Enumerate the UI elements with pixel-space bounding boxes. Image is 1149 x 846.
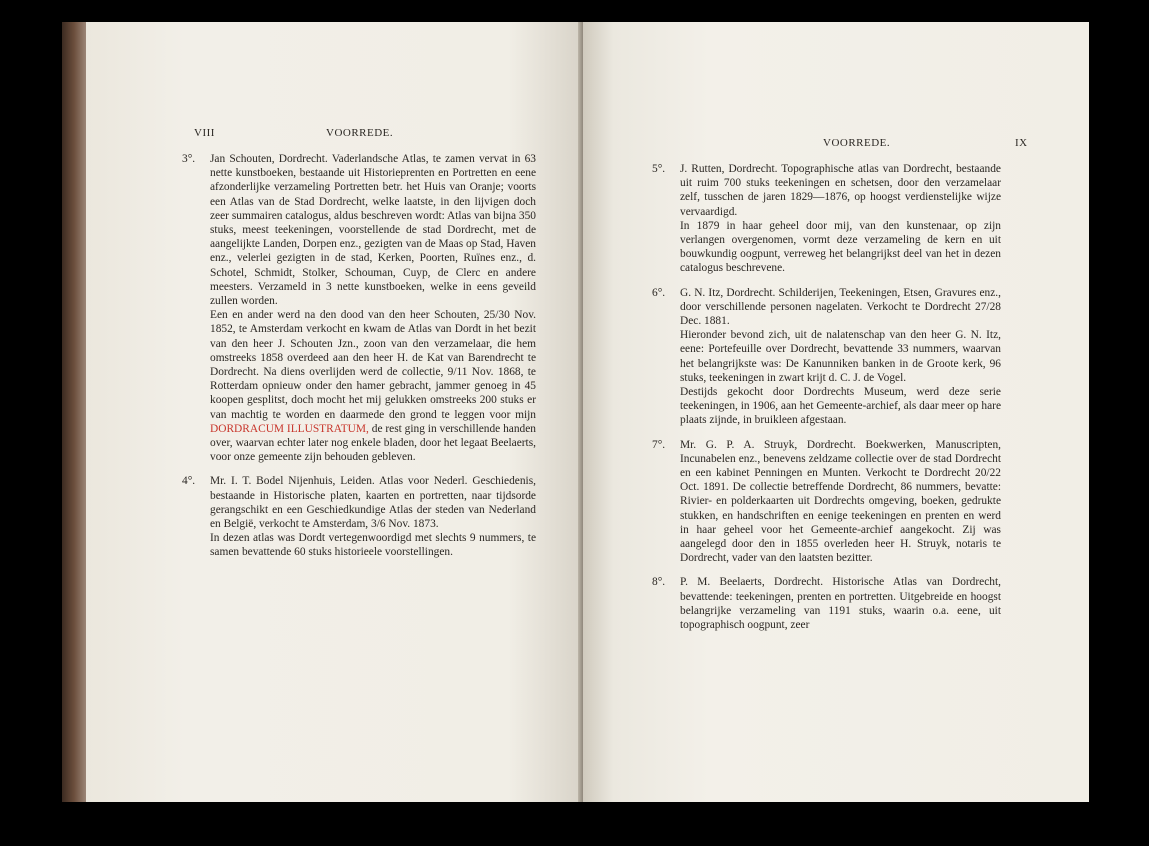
- entry-text: Hieronder bevond zich, uit de nalatenschap van den heer G. N. Itz, eene: Portefeuille over Dordrecht, bevattende 33 nummers, waarvan het belangrijkste was: De Kanunniken banken in de Groote kerk, 96 stuks, teekeningen in zwart krijt d. C. J. de Vogel.: [680, 329, 1001, 384]
- left-text-block: [182, 152, 536, 570]
- entry-number: 8°.: [652, 576, 666, 589]
- right-page: [583, 22, 1089, 802]
- book-cover-edge: [62, 22, 86, 802]
- left-page-number: VIII: [194, 127, 215, 139]
- entry-7: [652, 438, 1001, 566]
- right-text-block: [652, 162, 1001, 642]
- entry-5: [652, 162, 1001, 276]
- highlighted-title: DORDRACUM ILLUSTRATUM,: [210, 422, 369, 435]
- left-page: [86, 22, 583, 802]
- entry-text: Jan Schouten, Dordrecht. Vaderlandsche Atlas, te zamen vervat in 63 nette kunstboeken, bestaande uit Historieprenten en Portretten en eene afzonderlijke verzameling Portretten betr. het Huis van Oranje; voorts een Atlas van de Stad Dordrecht, welke laatste, in den lijvigen doch zeer summairen catalogus, aldus beschreven wordt: Atlas van bijna 350 stuks, meest teekeningen, voorstellende de stad Dordrecht, met de aangelijkte Landen, Dorpen enz., gezigten van de Maas op Stad, Haven enz., velerlei gezigten in de stad, Kerken, Poorten, Ruïnes enz., d. Schotel, Schmidt, Stolker, Schouman, Cuyp, de Clerc en andere meesters. Verzameld in 3 nette kunstboeken, welke in eens geveild zullen worden.: [210, 153, 536, 308]
- entry-text: G. N. Itz, Dordrecht. Schilderijen, Teekeningen, Etsen, Gravures enz., door verschillende personen nagelaten. Verkocht te Dordrecht 27/28 Dec. 1881.: [680, 286, 1001, 328]
- entry-text: In dezen atlas was Dordt vertegenwoordigd met slechts 9 nummers, te samen bevattende 60 stuks historieele voorstellingen.: [210, 532, 536, 559]
- right-page-number: IX: [1015, 137, 1028, 149]
- entry-text: J. Rutten, Dordrecht. Topographische atlas van Dordrecht, bestaande uit ruim 700 stuks teekeningen en schetsen, door den verzamelaar zelf, tusschen de jaren 1829—1876, op hoogst verdienstelijke wijze vervaardigd.: [680, 163, 1001, 218]
- entry-text: Mr. I. T. Bodel Nijenhuis, Leiden. Atlas voor Nederl. Geschiedenis, bestaande in Historische platen, kaarten en portretten, naar tijdsorde gerangschikt en een Geschiedkundige Atlas der steden van Nederland en België, verkocht te Amsterdam, 3/6 Nov. 1873.: [210, 475, 536, 531]
- entry-6: [652, 286, 1001, 428]
- entry-number: 3°.: [182, 153, 196, 165]
- entry-number: 6°.: [652, 286, 666, 299]
- right-running-head: VOORREDE.: [823, 137, 891, 149]
- entry-4: [182, 474, 536, 559]
- entry-text: Een en ander werd na den dood van den heer Schouten, 25/30 Nov. 1852, te Amsterdam verkocht en kwam de Atlas van Dordt in het bezit van den heer J. Schouten Jzn., zoon van den verzamelaar, die hem omstreeks 1858 overdeed aan den heer H. de Kat van Barendrecht te Dordrecht. Na diens overlijden werd de collectie, 9/11 Nov. 1868, te Rotterdam opnieuw onder den hamer gebracht, jammer genoeg in 45 koopen gesplitst, doch mocht het mij gelukken omstreeks 200 stuks er van machtig te worden en daarmede den grond te leggen voor mijn: [210, 309, 536, 421]
- entry-8: [652, 575, 1001, 632]
- entry-3: [182, 152, 536, 464]
- entry-text: P. M. Beelaerts, Dordrecht. Historische Atlas van Dordrecht, bevattende: teekeningen, prenten en portretten. Uitgebreide en hoogst belangrijke verzameling van 1191 stuks, waarin o.a. eene, uit topographisch oogpunt, zeer: [680, 576, 1001, 632]
- book-spread: [62, 22, 1089, 802]
- entry-text: Mr. G. P. A. Struyk, Dordrecht. Boekwerken, Manuscripten, Incunabelen enz., benevens zeldzame collectie over de stad Dordrecht en een kabinet Penningen en Munten. Verkocht te Dordrecht 20/22 Oct. 1891. De collectie betreffende Dordrecht, 86 nummers, bevatte: Rivier- en polderkaarten uit Dordrechts omgeving, boeken, gedrukte stukken, en handschriften en eenige teekeningen en prenten en werd in haar geheel voor het Gemeente-archief aangekocht. Zij was aangelegd door den in 1855 overleden heer H. Struyk, notaris te Dordrecht, vader van den laatsten bezitter.: [680, 438, 1001, 565]
- entry-text: In 1879 in haar geheel door mij, van den kunstenaar, op zijn verlangen overgenomen, vormt deze verzameling de kern en uit bouwkundig oogpunt, verreweg het belangrijkst deel van het in dezen catalogus beschrevene.: [680, 219, 1001, 275]
- entry-number: 7°.: [652, 438, 666, 451]
- entry-text: de rest ging in verschillende handen over, waarvan echter later nog enkele bladen, door het legaat Beelaerts, voor onze gemeente zijn behouden gebleven.: [210, 422, 536, 464]
- entry-text: Destijds gekocht door Dordrechts Museum, werd deze serie teekeningen, in 1906, aan het Gemeente-archief, als daar meer op hare plaats zijnde, in bruikleen afgestaan.: [680, 386, 1001, 427]
- entry-number: 4°.: [182, 475, 196, 488]
- entry-number: 5°.: [652, 163, 666, 175]
- left-running-head: VOORREDE.: [326, 127, 394, 139]
